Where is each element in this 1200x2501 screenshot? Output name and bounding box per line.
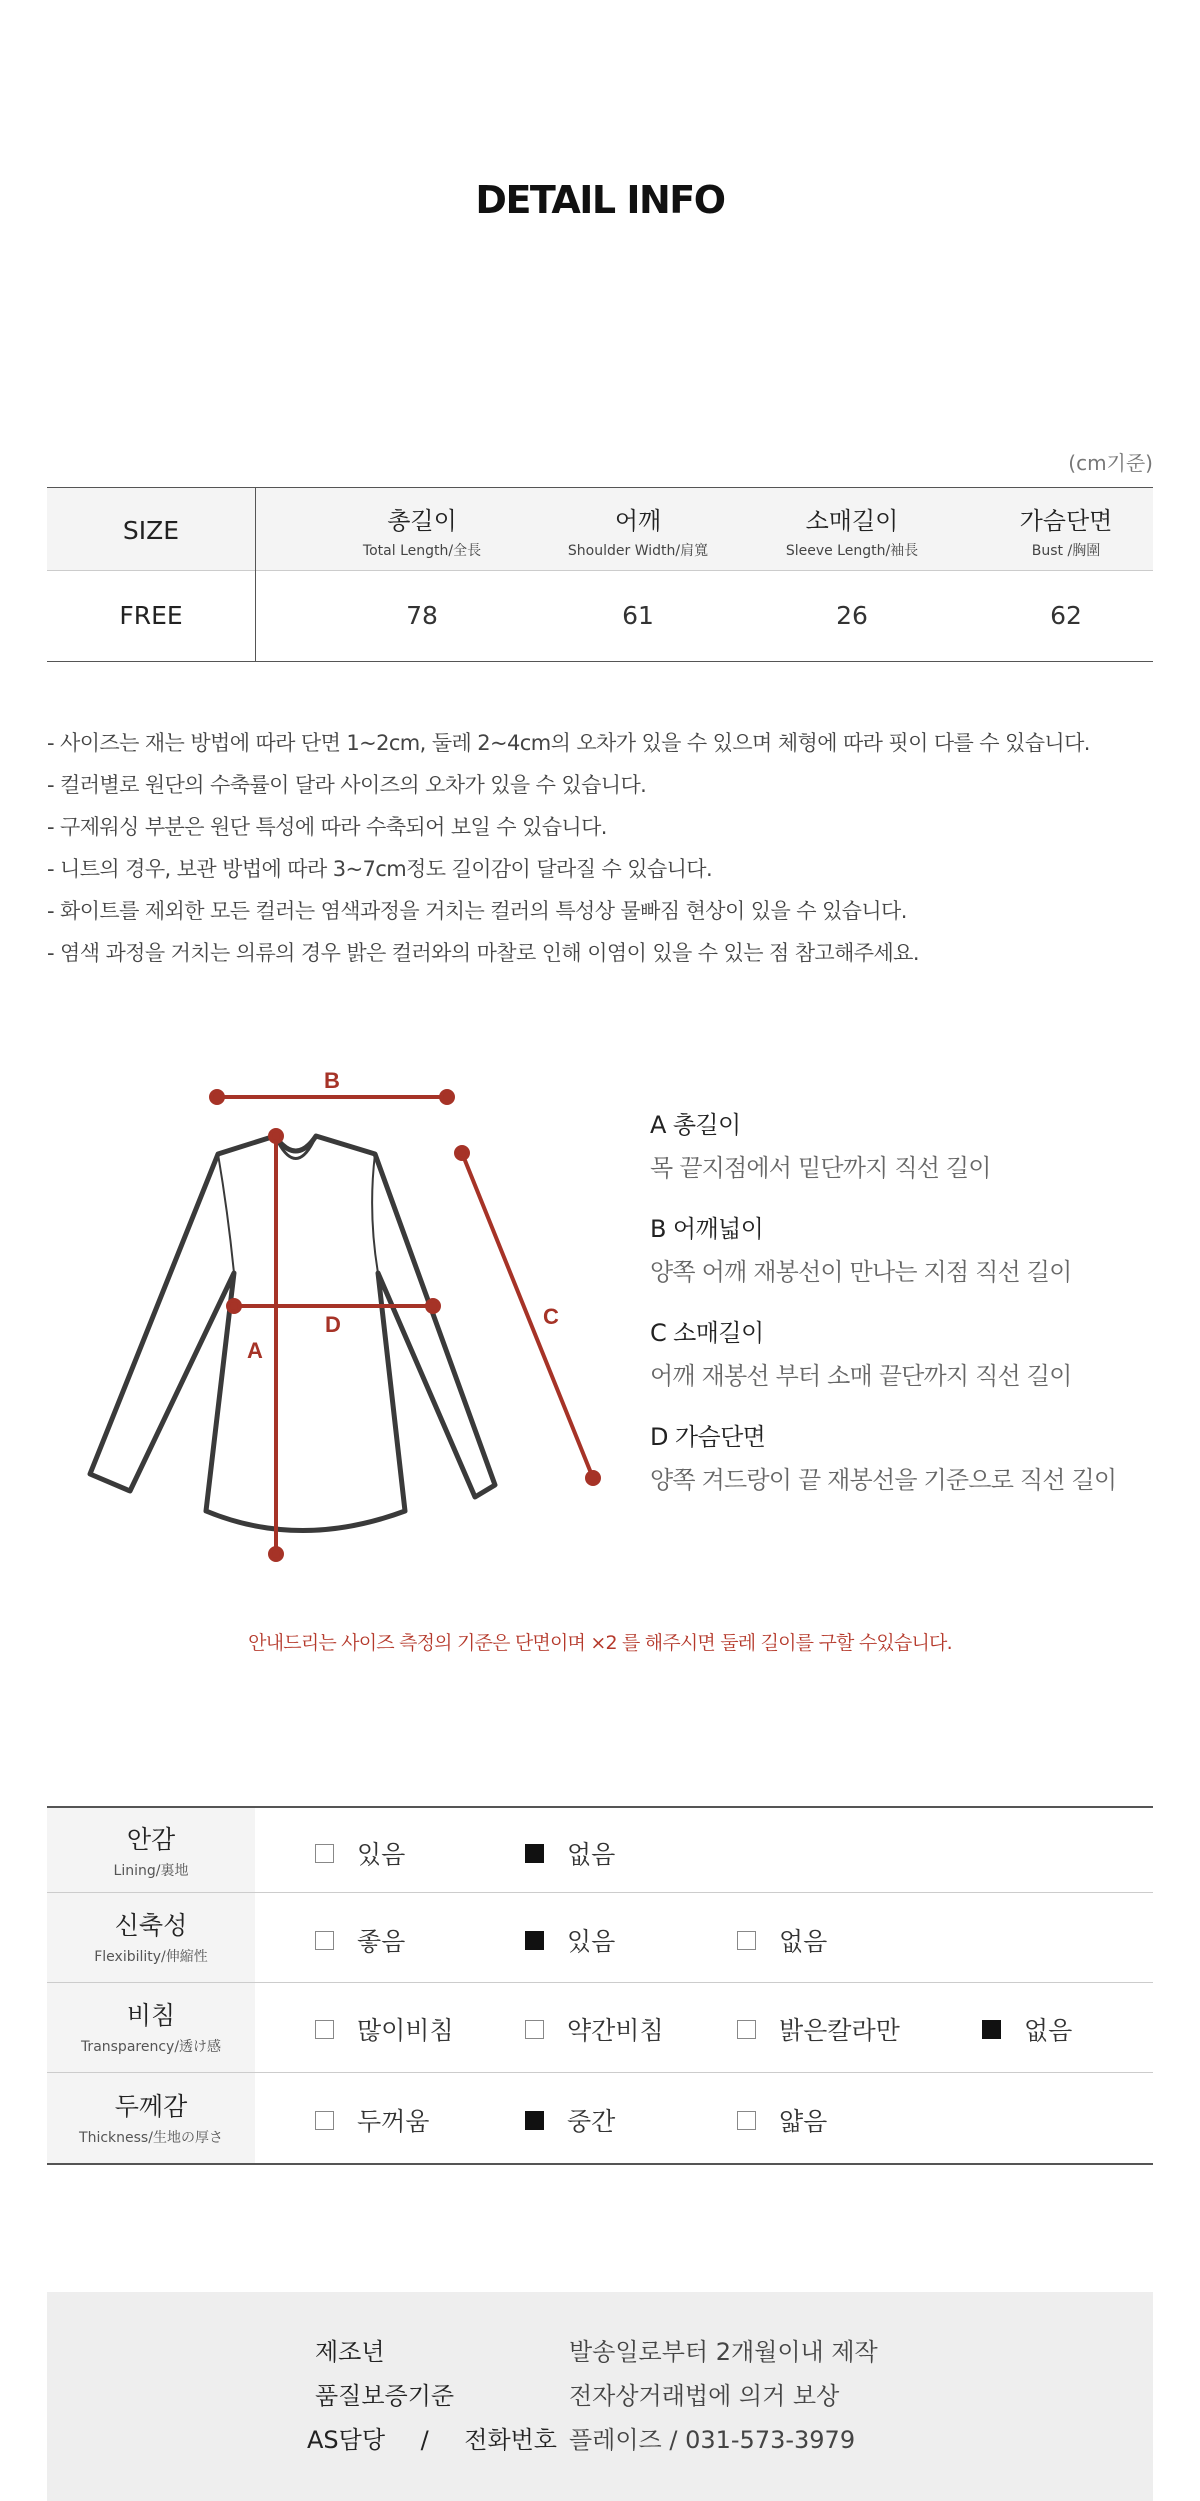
property-label-en: Lining/裏地 (113, 1863, 189, 1879)
property-header (47, 1808, 255, 1892)
option-thick-medium (525, 2102, 615, 2138)
legend-head: C 소매길이 (650, 1319, 764, 1347)
fabric-property-table (47, 1806, 1153, 2165)
measurement-note: 안내드리는 사이즈 측정의 기준은 단면이며 ×2 를 해주시면 둘레 길이를 구할 수있습니다. (248, 1632, 952, 1654)
garment-outline (90, 1136, 495, 1531)
property-row-thickness (47, 2073, 1153, 2163)
measurement-legend (650, 1105, 1170, 1521)
marker-d-left (228, 1300, 240, 1312)
checkbox-unchecked-icon (737, 2111, 756, 2130)
option-thick-thick (315, 2102, 429, 2138)
option-label: 있음 (567, 1927, 616, 1956)
property-header (47, 2073, 255, 2163)
note-line: - 염색 과정을 거치는 의류의 경우 밝은 컬러와의 마찰로 인해 이염이 있을 수 있는 점 참고해주세요. (47, 941, 919, 965)
column-header-total-length (313, 501, 531, 560)
option-trans-slight (525, 2011, 664, 2047)
legend-desc: 양쪽 겨드랑이 끝 재봉선을 기준으로 직선 길이 (650, 1466, 1117, 1494)
checkbox-unchecked-icon (315, 1931, 334, 1950)
option-label: 많이비침 (357, 2016, 454, 2045)
property-label-ko: 안감 (126, 1825, 176, 1854)
note-line: - 구제워싱 부분은 원단 특성에 따라 수축되어 보일 수 있습니다. (47, 815, 607, 839)
legend-item-b (650, 1209, 1170, 1313)
label-a: A (247, 1338, 263, 1363)
measurement-diagram (75, 1055, 615, 1570)
option-label: 중간 (567, 2107, 616, 2136)
line-c (462, 1153, 593, 1478)
checkbox-unchecked-icon (525, 2020, 544, 2039)
option-label: 약간비침 (567, 2016, 664, 2045)
option-label: 두꺼움 (357, 2107, 430, 2136)
legend-item-a (650, 1105, 1170, 1209)
property-label-ko: 두께감 (114, 2092, 188, 2121)
property-label-en: Flexibility/伸縮性 (94, 1949, 208, 1965)
option-label: 없음 (567, 1840, 616, 1869)
size-free-cell: FREE (119, 601, 183, 630)
checkbox-checked-icon (525, 1844, 544, 1863)
manufacturing-info (47, 2292, 1153, 2501)
option-label: 밝은칼라만 (779, 2016, 900, 2045)
property-row-flexibility (47, 1893, 1153, 1983)
checkbox-unchecked-icon (315, 2020, 334, 2039)
legend-head: D 가슴단면 (650, 1423, 766, 1451)
column-header-sleeve (743, 501, 961, 560)
note-line: - 니트의 경우, 보관 방법에 따라 3~7cm정도 길이감이 달라질 수 있습니다. (47, 857, 713, 881)
option-label: 있음 (357, 1840, 406, 1869)
column-header-ko: 소매길이 (805, 507, 899, 535)
label-c: C (543, 1304, 559, 1329)
column-header-en: Sleeve Length/袖長 (785, 543, 919, 559)
column-header-ko: 총길이 (387, 507, 457, 535)
option-lining-no (525, 1835, 615, 1871)
info-label: 품질보증기준 (315, 2382, 455, 2410)
marker-c-bottom (587, 1472, 599, 1484)
option-flex-some (525, 1922, 615, 1958)
option-label: 얇음 (779, 2107, 828, 2136)
column-header-en: Shoulder Width/肩寬 (567, 543, 709, 559)
note-line: - 화이트를 제외한 모든 컬러는 염색과정을 거치는 컬러의 특성상 물빠짐 현상이 있을 수 있습니다. (47, 899, 907, 923)
legend-head: A 총길이 (650, 1111, 741, 1139)
size-notes (47, 727, 1167, 979)
column-header-en: Bust /胸圍 (1031, 543, 1101, 559)
option-flex-good (315, 1922, 405, 1958)
note-line: - 사이즈는 재는 방법에 따라 단면 1~2cm, 둘레 2~4cm의 오차가 있을 수 있으며 체형에 따라 핏이 다를 수 있습니다. (47, 731, 1090, 755)
label-d: D (325, 1312, 341, 1337)
value-shoulder: 61 (622, 601, 654, 630)
property-row-lining (47, 1808, 1153, 1893)
checkbox-unchecked-icon (737, 2020, 756, 2039)
checkbox-checked-icon (982, 2020, 1001, 2039)
property-label-ko: 비침 (126, 2001, 176, 2030)
value-total-length: 78 (406, 601, 438, 630)
size-table-divider (255, 488, 256, 662)
shirt-body (90, 1136, 495, 1531)
info-row-manufacture-date (47, 2332, 1153, 2372)
property-header (47, 1983, 255, 2072)
option-flex-none (737, 1922, 827, 1958)
marker-a-top (270, 1130, 282, 1142)
left-seam (218, 1154, 234, 1273)
column-header-bust (957, 501, 1175, 560)
unit-note: (cm기준) (1068, 451, 1153, 475)
marker-a-bottom (270, 1548, 282, 1560)
info-value: 발송일로부터 2개월이내 제작 (569, 2338, 878, 2366)
checkbox-unchecked-icon (315, 1844, 334, 1863)
property-header (47, 1893, 255, 1982)
option-lining-yes (315, 1835, 405, 1871)
info-value: 전자상거래법에 의거 보상 (569, 2382, 840, 2410)
checkbox-unchecked-icon (315, 2111, 334, 2130)
option-trans-none (982, 2011, 1072, 2047)
option-trans-much (315, 2011, 454, 2047)
legend-item-d (650, 1417, 1170, 1521)
option-label: 없음 (779, 1927, 828, 1956)
property-label-en: Thickness/生地の厚さ (79, 2130, 223, 2146)
info-label: 제조년 (315, 2338, 385, 2366)
legend-desc: 어깨 재봉선 부터 소매 끝단까지 직선 길이 (650, 1362, 1072, 1390)
info-value: 플레이즈 / 031-573-3979 (569, 2426, 856, 2454)
marker-c-top (456, 1147, 468, 1159)
value-sleeve: 26 (836, 601, 868, 630)
checkbox-checked-icon (525, 1931, 544, 1950)
property-row-transparency (47, 1983, 1153, 2073)
info-label: AS담당 / 전화번호 (307, 2426, 557, 2454)
legend-desc: 목 끝지점에서 밑단까지 직선 길이 (650, 1154, 991, 1182)
column-header-en: Total Length/全長 (362, 543, 482, 559)
option-label: 없음 (1024, 2016, 1073, 2045)
value-bust: 62 (1050, 601, 1082, 630)
size-header-cell: SIZE (122, 516, 180, 545)
size-table (47, 487, 1153, 662)
marker-b-end (441, 1091, 453, 1103)
marker-b-start (211, 1091, 223, 1103)
option-thick-thin (737, 2102, 827, 2138)
option-trans-bright-only (737, 2011, 900, 2047)
marker-d-right (427, 1300, 439, 1312)
right-seam (372, 1154, 378, 1273)
legend-item-c (650, 1313, 1170, 1417)
checkbox-unchecked-icon (737, 1931, 756, 1950)
legend-head: B 어깨넓이 (650, 1215, 764, 1243)
page-title: DETAIL INFO (475, 178, 725, 222)
note-line: - 컬러별로 원단의 수축률이 달라 사이즈의 오차가 있을 수 있습니다. (47, 773, 647, 797)
property-label-ko: 신축성 (114, 1911, 188, 1940)
column-header-ko: 어깨 (614, 507, 662, 535)
column-header-ko: 가슴단면 (1019, 507, 1113, 535)
info-row-quality-guarantee (47, 2376, 1153, 2416)
label-b: B (324, 1068, 340, 1093)
option-label: 좋음 (357, 1927, 406, 1956)
info-row-as-contact (47, 2420, 1153, 2460)
checkbox-checked-icon (525, 2111, 544, 2130)
property-label-en: Transparency/透け感 (80, 2039, 222, 2055)
legend-desc: 양쪽 어깨 재봉선이 만나는 지점 직선 길이 (650, 1258, 1072, 1286)
column-header-shoulder (529, 501, 747, 560)
